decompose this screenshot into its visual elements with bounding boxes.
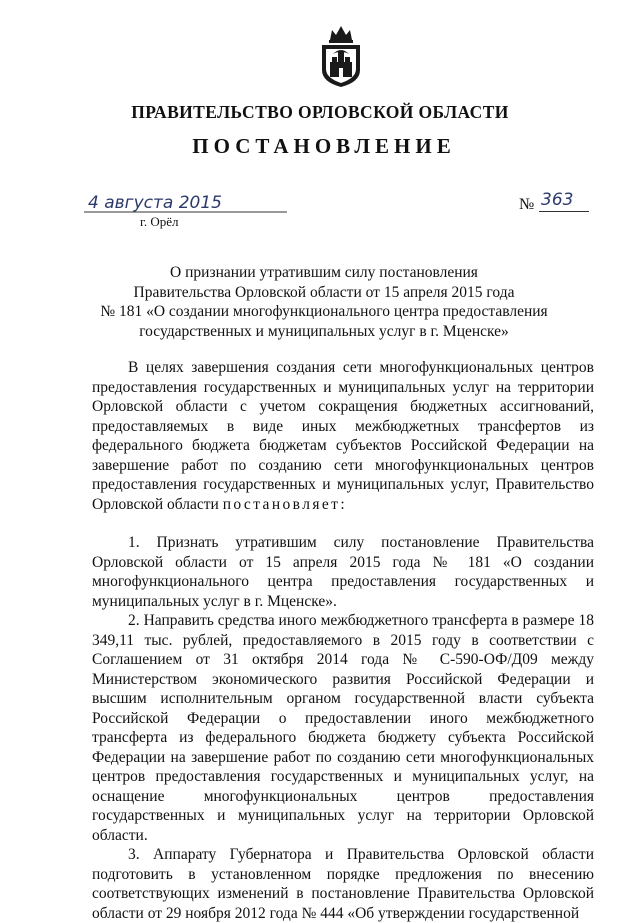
organization-title: ПРАВИТЕЛЬСТВО ОРЛОВСКОЙ ОБЛАСТИ (131, 102, 509, 122)
preamble-text: В целях завершения создания сети многофункциональных центров предоставления государственных и муниципальных услуг на территории Орловской области с учетом сокращения бюджетных ассигнований, предоставляемых в виде иных межбюджетных трансфертов из федерального бюджета бюджетам субъектов Российской Федерации на завершение работ по созданию сети многофункциональных центров предоставления государственных и муниципальных услуг, Правительство Орловской области (92, 359, 594, 513)
number-label: № (519, 196, 535, 213)
handwritten-date (84, 191, 289, 217)
number-value: 363 (541, 190, 574, 210)
subject-line: О признании утратившим силу постановления (170, 264, 478, 281)
document-type-title: ПОСТАНОВЛЕНИЕ (192, 134, 456, 158)
item-2-paragraph: 2. Направить средства иного межбюджетного трансферта в размере 18 349,11 тыс. рублей, предоставляемого в 2015 году в соответствии с Соглашением от 31 октября 2014 года № С-590-ОФ/Д09 между Министерством экономического развития Российской Федерации и высшим исполнительным органом государственной власти субъекта Российской Федерации о предоставлении иного межбюджетного трансферта из федерального бюджета бюджету субъекта Российской Федерации на завершение работ по созданию сети многофункциональных центров предоставления государственных и муниципальных услуг, на оснащение многофункциональных центров предоставления государственных и муниципальных услуг на территории Орловской области. (92, 612, 594, 844)
item-3-paragraph: 3. Аппарату Губернатора и Правительства Орловской области подготовить в установленном порядке предложения по внесению соответствующих изменений в постановление Правительства Орловской области от 29 ноября 2012 года № 444 «Об утверждении государственной (92, 846, 594, 922)
date-value: 4 августа 2015 (88, 193, 222, 213)
item-1-paragraph: 1. Признать утратившим силу постановление Правительства Орловской области от 15 апреля 2015 года № 181 «О создании многофункционального центра предоставления государственных и муниципальных услуг в г. Мценске». (92, 534, 594, 610)
preamble-paragraph (92, 358, 594, 514)
subject-line: государственных и муниципальных услуг в г. Мценске» (139, 322, 509, 340)
preamble-keyword: постановляет: (222, 495, 348, 513)
coat-of-arms-icon (318, 24, 364, 88)
document-body (92, 358, 594, 923)
document-subject (90, 263, 558, 341)
document-number (519, 190, 589, 217)
subject-line: № 181 «О создании многофункционального центра предоставления (100, 303, 548, 320)
number-underline (539, 211, 589, 212)
city-label: г. Орёл (140, 214, 179, 229)
subject-line: Правительства Орловской области от 15 апреля 2015 года (133, 283, 515, 301)
